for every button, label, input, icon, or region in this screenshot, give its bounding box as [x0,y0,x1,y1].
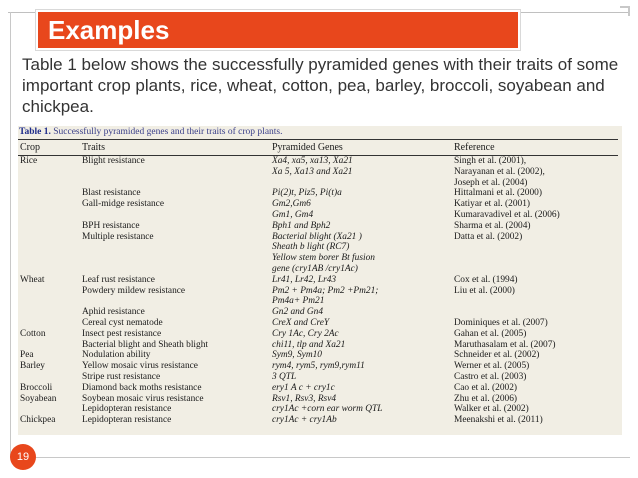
cell-crop [18,340,80,351]
table-row [18,210,618,221]
left-frame-line [10,12,11,458]
cell-crop [18,221,80,232]
cell-traits [80,210,270,221]
cell-crop [18,232,80,243]
cell-traits: Lepidopteran resistance [82,404,172,415]
cell-crop: Soyabean [20,393,57,404]
cell-traits: Blight resistance [82,156,145,166]
cell-reference: Katiyar et al. (2001) [454,199,531,210]
cell-reference: Singh et al. (2001), [454,156,527,166]
table-row [18,286,618,297]
cell-genes: cry1Ac + cry1Ab [272,415,337,426]
cell-genes: Bacterial blight (Xa21 ) [272,231,362,242]
cell-genes: Pi(2)t, Piz5, Pi(t)a [272,188,342,199]
cell-reference: Liu et al. (2000) [454,285,515,296]
cell-crop [18,372,80,383]
cell-traits: Lepidopteran resistance [82,415,172,426]
table-row [18,307,618,318]
cell-traits [80,178,270,189]
table-row [18,275,618,286]
cell-traits: Powdery mildew resistance [82,285,186,296]
table-caption-label: Table 1. [19,127,51,137]
cell-crop: Chickpea [20,415,56,426]
cell-reference: Dominiques et al. (2007) [454,317,548,328]
table-header-row [18,140,618,156]
cell-crop: Cotton [20,328,46,339]
cell-genes: cry1Ac +corn ear worm QTL [272,404,383,415]
table-row [18,188,618,199]
cell-reference [452,264,618,275]
frame-corner-ornament [620,6,630,16]
table-row [18,167,618,178]
cell-reference: Gahan et al. (2005) [454,328,527,339]
cell-genes: Sym9, Sym10 [272,350,322,361]
header-traits: Traits [80,140,270,156]
table-row [18,199,618,210]
cell-reference [452,307,618,318]
cell-traits: BPH resistance [82,220,140,231]
table-row [18,156,618,167]
cell-crop [18,264,80,275]
table-caption-text: Successfully pyramided genes and their traits of crop plants. [53,127,283,137]
cell-crop [18,286,80,297]
cell-reference: Cox et al. (1994) [454,274,518,285]
cell-traits: Insect pest resistance [82,328,162,339]
cell-traits: Nodulation ability [82,350,151,361]
cell-reference: Datta et al. (2002) [454,231,523,242]
cell-reference: Meenakshi et al. (2011) [454,415,543,426]
cell-genes: Pm2 + Pm4a; Pm2 +Pm21; [272,285,379,296]
cell-reference [452,253,618,264]
table-caption [18,126,622,139]
table-body [18,156,618,426]
cell-reference: Joseph et al. (2004) [454,177,528,188]
table-row [18,318,618,329]
cell-traits [80,253,270,264]
cell-crop [18,242,80,253]
slide-number: 19 [16,451,30,463]
table-row [18,415,618,426]
cell-genes: Gm2,Gm6 [272,199,311,210]
cell-reference: Zhu et al. (2006) [454,393,518,404]
cell-genes: Rsv1, Rsv3, Rsv4 [272,393,337,404]
cell-genes: gene (cry1AB /cry1Ac) [272,263,358,274]
cell-crop [18,307,80,318]
cell-genes: Xa4, xa5, xa13, Xa21 [272,156,353,166]
intro-paragraph: Table 1 below shows the successfully pyramided genes with their traits of some important crop plants, rice, wheat, cotton, pea, barley, broccoli, soyabean and chickpea. [22,55,619,116]
cell-crop [18,318,80,329]
table-row [18,242,618,253]
table-row [18,340,618,351]
cell-crop: Pea [20,350,34,361]
cell-genes: ery1 A c + cry1c [272,382,335,393]
cell-reference: Hittalmani et al. (2000) [454,188,542,199]
cell-genes [270,178,452,189]
cell-traits: Bacterial blight and Sheath blight [82,339,209,350]
slide-number-badge [10,444,36,470]
pyramided-genes-table [18,139,618,426]
table-row [18,350,618,361]
table-row [18,178,618,189]
cell-genes: Lr41, Lr42, Lr43 [272,274,337,285]
cell-reference: Cao et al. (2002) [454,382,518,393]
cell-reference: Narayanan et al. (2002), [454,166,545,177]
cell-traits: Yellow mosaic virus resistance [82,361,198,372]
cell-crop [18,199,80,210]
cell-reference [452,296,618,307]
cell-traits: Diamond back moths resistance [82,382,202,393]
cell-crop [18,253,80,264]
cell-crop: Wheat [20,274,45,285]
cell-reference: Sharma et al. (2004) [454,220,531,231]
cell-genes: Yellow stem borer Bt fusion [272,253,375,264]
cell-traits [80,167,270,178]
cell-reference: Maruthasalam et al. (2007) [454,339,556,350]
table-row [18,329,618,340]
cell-traits: Blast resistance [82,188,141,199]
cell-crop [18,188,80,199]
title-banner [36,10,520,50]
cell-crop: Rice [20,156,38,166]
cell-traits: Gall-midge resistance [82,199,164,210]
cell-crop [18,178,80,189]
cell-traits: Stripe rust resistance [82,371,161,382]
cell-traits: Leaf rust resistance [82,274,155,285]
cell-genes: rym4, rym5, rym9,rym11 [272,361,365,372]
table-row [18,221,618,232]
cell-crop: Barley [20,361,45,372]
cell-crop [18,404,80,415]
cell-traits: Soybean mosaic virus resistance [82,393,204,404]
cell-reference: Schneider et al. (2002) [454,350,540,361]
cell-traits: Aphid resistance [82,307,145,318]
table-row [18,232,618,243]
table-image [18,126,622,435]
table-row [18,372,618,383]
cell-traits [80,264,270,275]
cell-genes: chi11, tlp and Xa21 [272,339,346,350]
table-row [18,404,618,415]
cell-genes: Gn2 and Gn4 [272,307,324,318]
cell-genes: CreX and CreY [272,317,330,328]
cell-reference [452,242,618,253]
cell-crop [18,167,80,178]
slide-title: Examples [48,14,170,45]
cell-traits [80,296,270,307]
cell-reference: Werner et al. (2005) [454,361,530,372]
header-reference: Reference [452,140,618,156]
table-row [18,361,618,372]
table-row [18,383,618,394]
cell-crop [18,296,80,307]
table-row [18,296,618,307]
cell-genes: Xa 5, Xa13 and Xa21 [272,166,353,177]
cell-reference: Walker et al. (2002) [454,404,529,415]
cell-reference: Castro et al. (2003) [454,371,527,382]
cell-genes: Pm4a+ Pm21 [272,296,325,307]
cell-traits [80,242,270,253]
cell-reference: Kumaravadivel et al. (2006) [454,209,560,220]
header-crop: Crop [18,140,80,156]
cell-genes: 3 QTL [272,371,297,382]
table-row [18,264,618,275]
cell-traits: Cereal cyst nematode [82,317,163,328]
cell-genes: Sheath b light (RC7) [272,242,350,253]
cell-crop [18,210,80,221]
bottom-frame-line [10,457,630,458]
table-row [18,394,618,405]
header-pyramided-genes: Pyramided Genes [270,140,452,156]
cell-crop: Broccoli [20,382,53,393]
table-row [18,253,618,264]
cell-genes: Bph1 and Bph2 [272,220,331,231]
cell-genes: Cry 1Ac, Cry 2Ac [272,328,339,339]
cell-genes: Gm1, Gm4 [272,209,314,220]
cell-traits: Multiple resistance [82,231,154,242]
